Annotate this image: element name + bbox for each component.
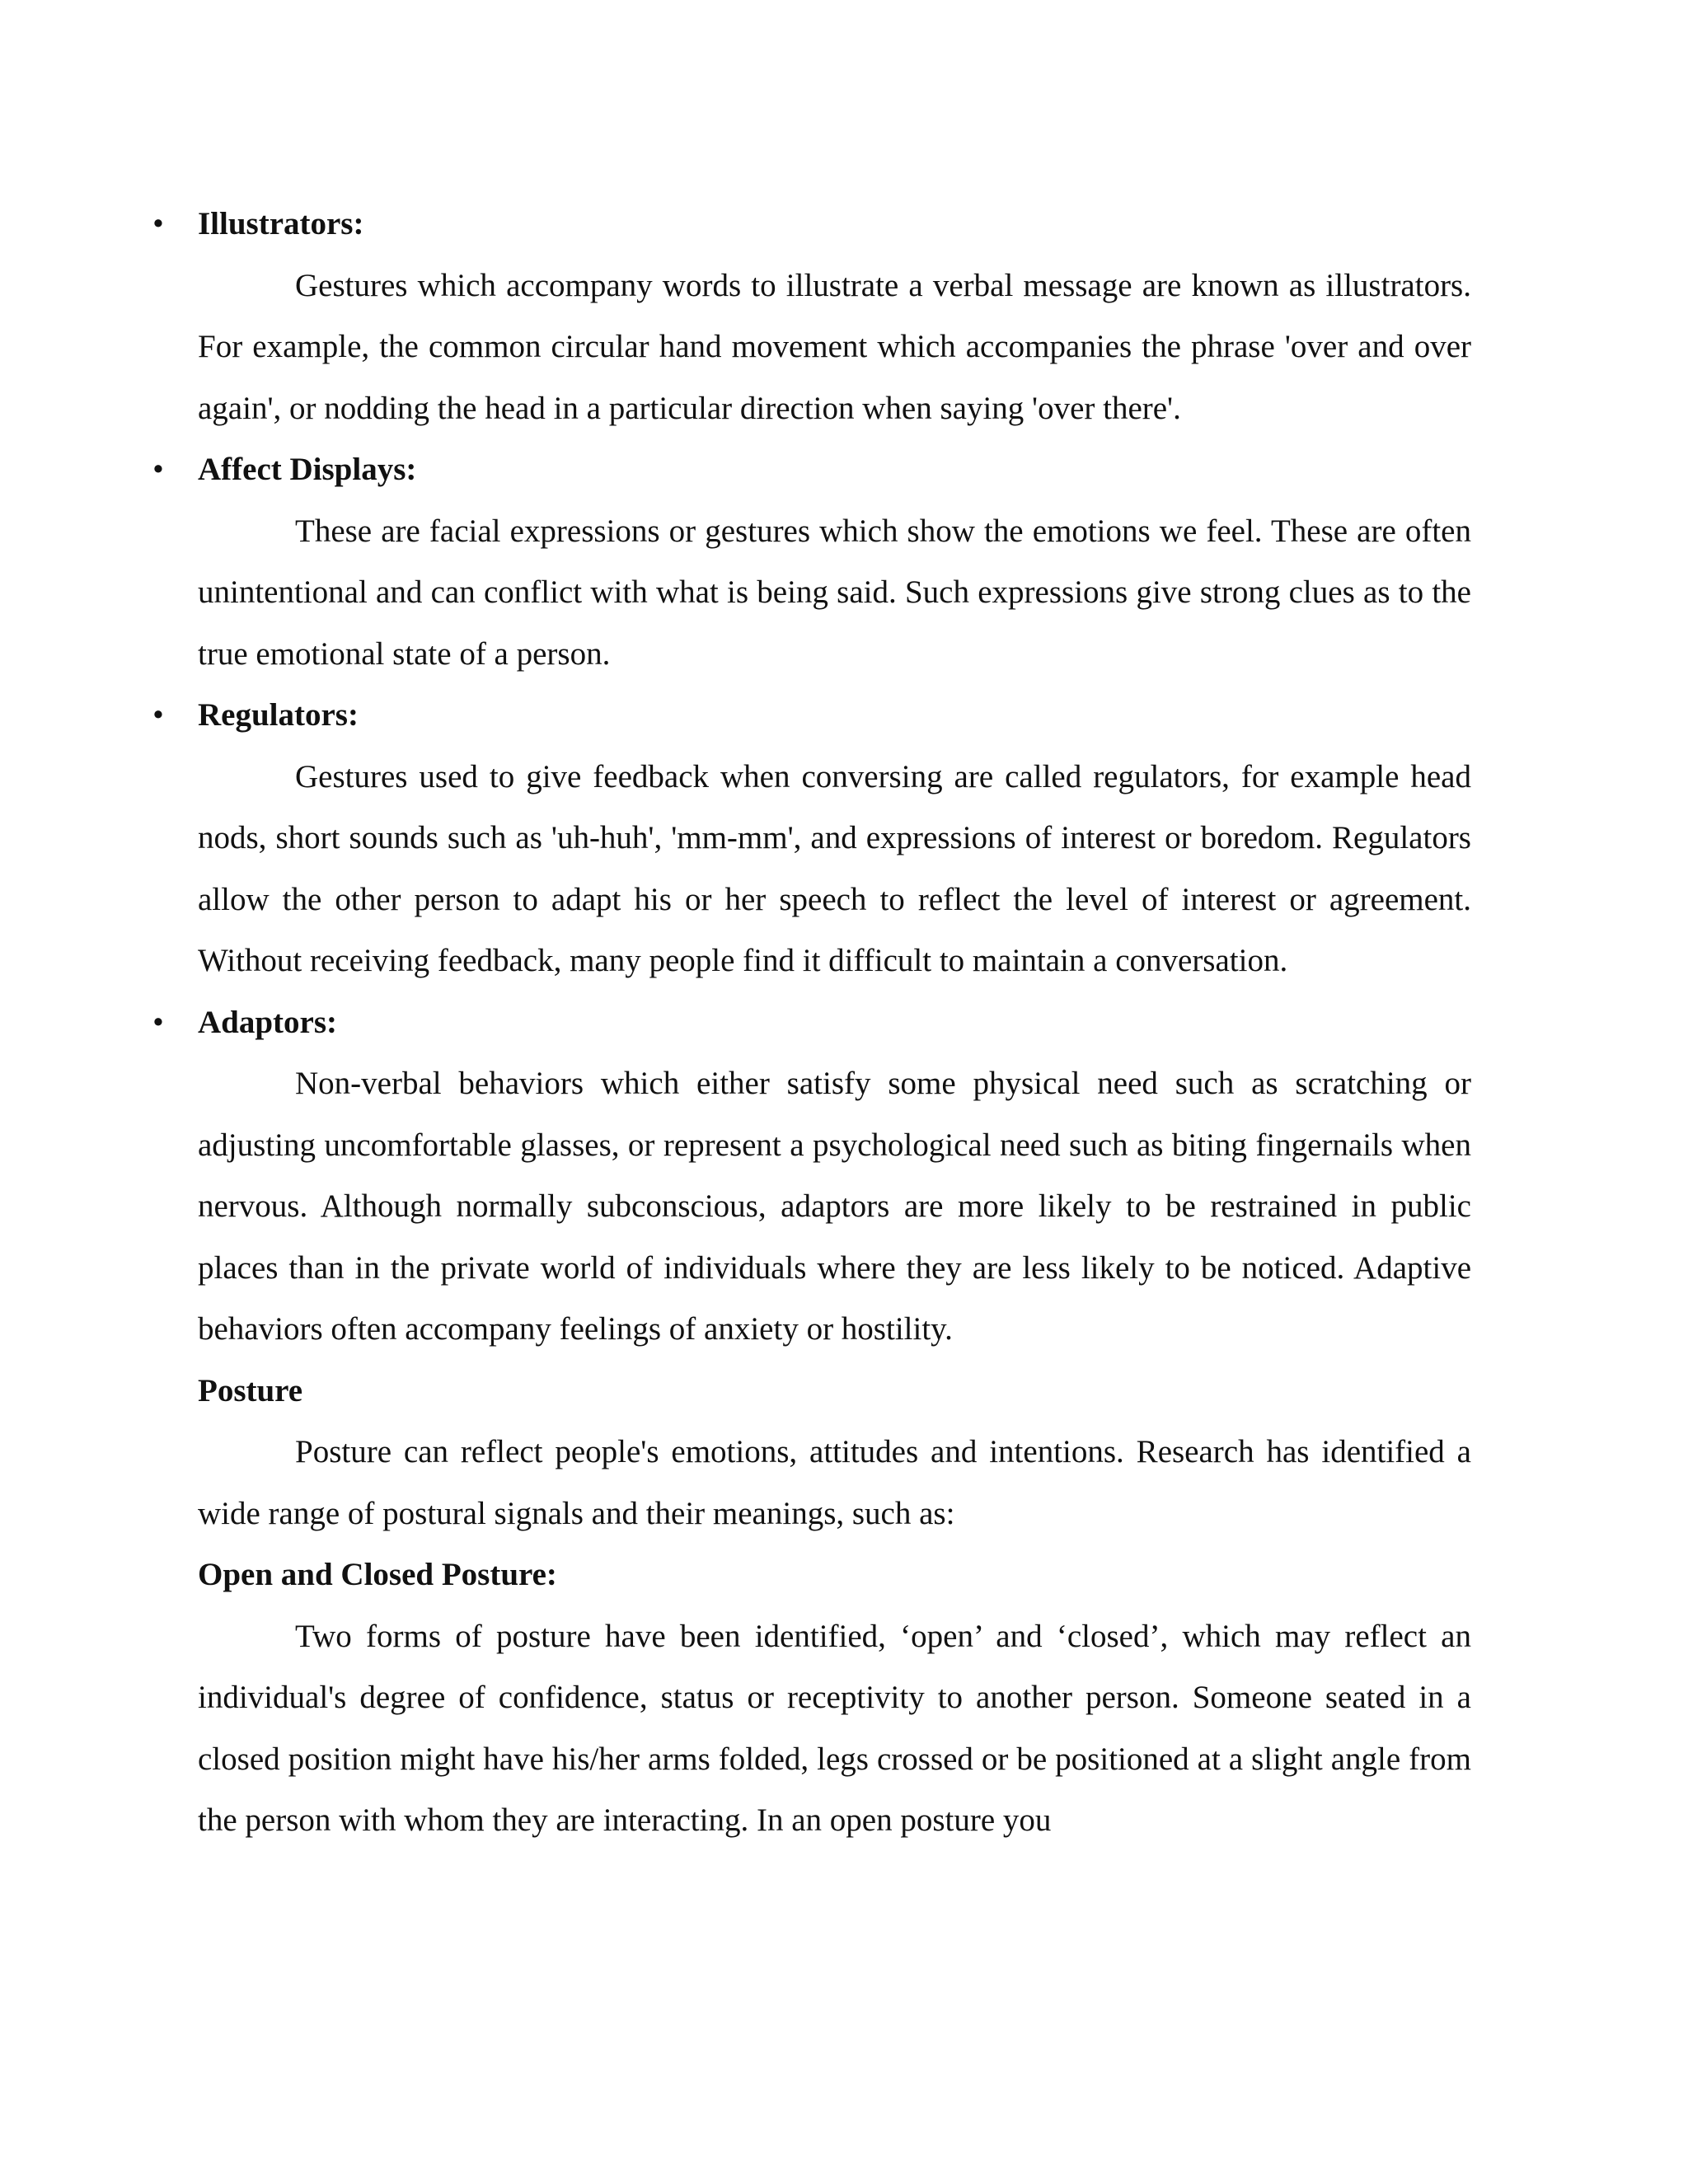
section-paragraph: Gestures which accompany words to illustrate a verbal message are known as illustrators. For example, the common circular hand movement which accompanies the phrase 'over and over again', or nodding the head in a particular direction when saying 'over there'. [198, 267, 1471, 426]
section-open-closed-posture [198, 1544, 1471, 1852]
section-heading: Posture [198, 1372, 303, 1408]
section-illustrators [152, 194, 1471, 439]
bullet-icon: • [152, 697, 164, 733]
section-paragraph: These are facial expressions or gestures which show the emotions we feel. These are often unintentional and can conflict with what is being said. Such expressions give strong clues as to the true emotional state of a person. [198, 513, 1471, 672]
bullet-icon: • [152, 1004, 164, 1040]
section-regulators [152, 685, 1471, 992]
section-heading [152, 194, 1471, 255]
heading-text: Illustrators: [198, 206, 364, 241]
section-adaptors [152, 992, 1471, 1361]
heading-text: Affect Displays: [198, 452, 417, 487]
document-body [152, 194, 1471, 1852]
heading-text: Regulators: [198, 697, 359, 733]
section-posture [198, 1361, 1471, 1545]
section-paragraph: Non-verbal behaviors which either satisfy some physical need such as scratching or adjusting uncomfortable glasses, or represent a psychological need such as biting fingernails when nervous. Although normally subconscious, adaptors are more likely to be restrained in public places than in the private world of individuals where they are less likely to be noticed. Adaptive behaviors often accompany feelings of anxiety or hostility. [198, 1066, 1471, 1347]
section-heading [152, 439, 1471, 501]
section-paragraph: Two forms of posture have been identified, ‘open’ and ‘closed’, which may reflect an individual's degree of confidence, status or receptivity to another person. Someone seated in a closed position might have his/her arms folded, legs crossed or be positioned at a slight angle from the person with whom they are interacting. In an open posture you [198, 1618, 1471, 1838]
section-affect-displays [152, 439, 1471, 685]
bullet-icon: • [152, 206, 164, 241]
section-paragraph: Gestures used to give feedback when conversing are called regulators, for example head nods, short sounds such as 'uh-huh', 'mm-mm', and expressions of interest or boredom. Regulators allow the other person to adapt his or her speech to reflect the level of interest or agreement. Without receiving feedback, many people find it difficult to maintain a conversation. [198, 758, 1471, 978]
section-heading [152, 992, 1471, 1054]
section-heading [152, 685, 1471, 747]
heading-text: Adaptors: [198, 1004, 338, 1040]
section-paragraph: Posture can reflect people's emotions, attitudes and intentions. Research has identified a wide range of postural signals and their meanings, such as: [198, 1434, 1471, 1531]
section-heading: Open and Closed Posture: [198, 1557, 557, 1592]
bullet-icon: • [152, 452, 164, 487]
